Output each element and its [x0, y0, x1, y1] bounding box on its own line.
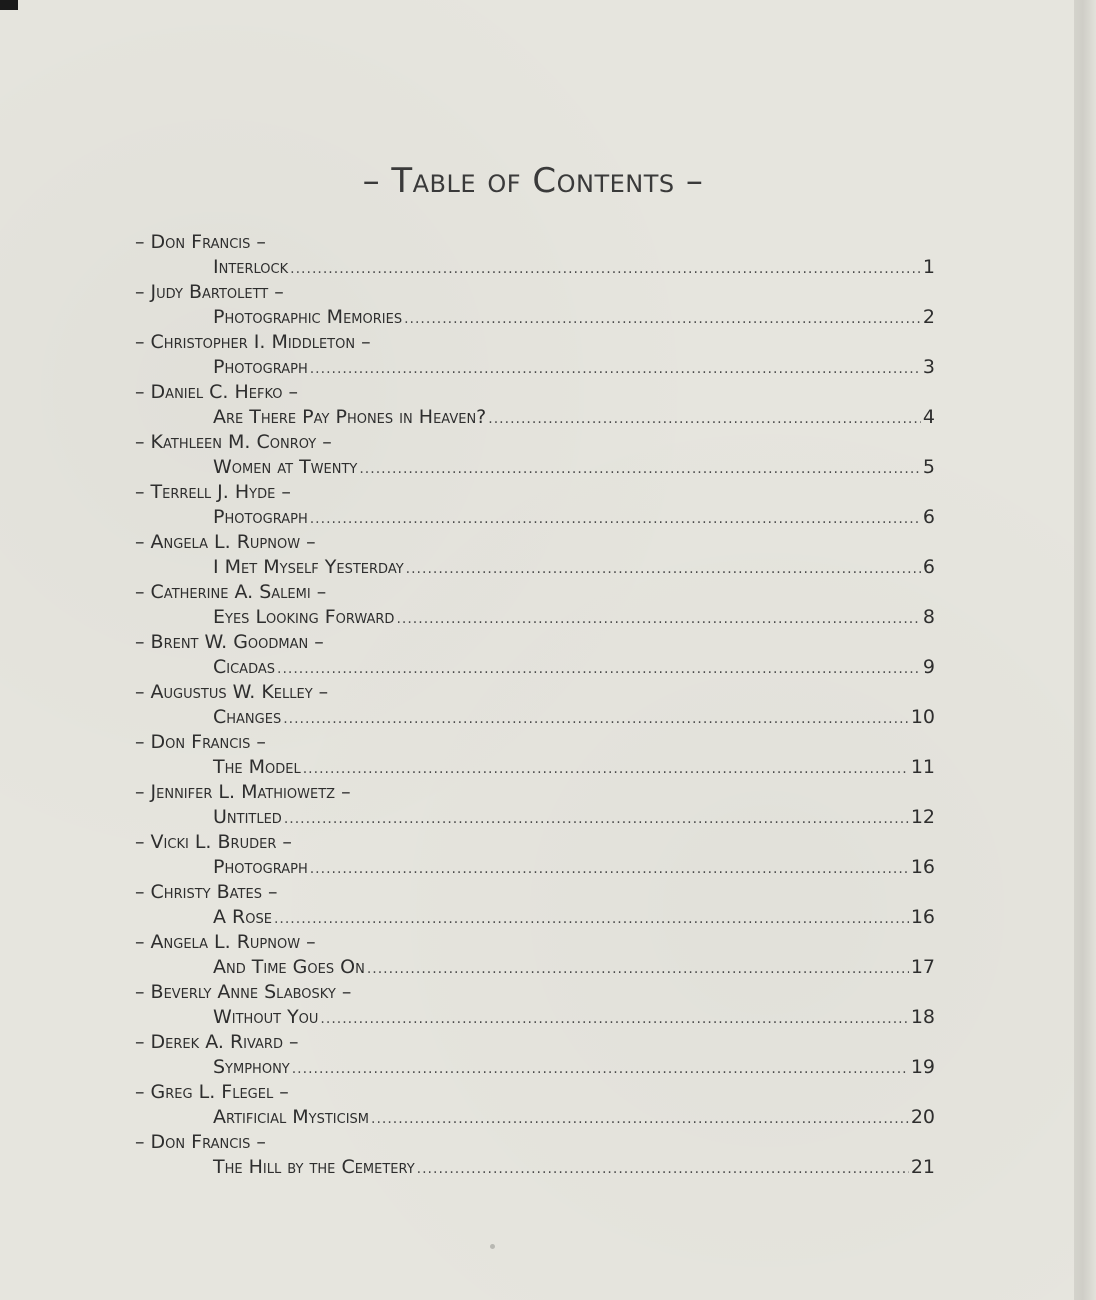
- toc-author: – Daniel C. Hefko –: [135, 381, 299, 403]
- toc-author: – Kathleen M. Conroy –: [135, 431, 332, 453]
- toc-work-title: The Model: [213, 756, 301, 778]
- toc-entry: [135, 730, 935, 780]
- toc-author: – Beverly Anne Slabosky –: [135, 981, 352, 1003]
- toc-work-line: [135, 855, 935, 880]
- toc-entry: [135, 1030, 935, 1080]
- dot-leader: [320, 1007, 908, 1032]
- toc-author: – Brent W. Goodman –: [135, 631, 324, 653]
- toc-page-number: 9: [922, 656, 935, 678]
- toc-entry: [135, 880, 935, 930]
- toc-entry: [135, 430, 935, 480]
- toc-work-line: [135, 655, 935, 680]
- toc-work-line: [135, 805, 935, 830]
- toc-work-line: [135, 755, 935, 780]
- toc-work-line: [135, 1005, 935, 1030]
- toc-work-title: Photographic Memories: [213, 306, 403, 328]
- toc-work-line: [135, 355, 935, 380]
- toc-work-line: [135, 505, 935, 530]
- table-of-contents: [135, 230, 935, 1180]
- dot-leader: [303, 757, 909, 782]
- toc-author: – Vicki L. Bruder –: [135, 831, 292, 853]
- toc-page-number: 6: [922, 506, 935, 528]
- toc-work-title: Cicadas: [213, 656, 275, 678]
- toc-author: – Catherine A. Salemi –: [135, 581, 327, 603]
- paper-speck: [490, 1244, 495, 1249]
- toc-page-number: 6: [922, 556, 935, 578]
- toc-page-number: 8: [922, 606, 935, 628]
- toc-page-number: 1: [922, 256, 935, 278]
- scan-corner-mark: [0, 0, 18, 10]
- toc-work-title: Without You: [213, 1006, 319, 1028]
- toc-page-number: 11: [910, 756, 935, 778]
- toc-page-number: 20: [910, 1106, 935, 1128]
- dot-leader: [371, 1107, 909, 1132]
- toc-entry: [135, 680, 935, 730]
- toc-work-title: Untitled: [213, 806, 282, 828]
- dot-leader: [359, 457, 921, 482]
- toc-work-line: [135, 455, 935, 480]
- dot-leader: [310, 857, 909, 882]
- toc-entry: [135, 1080, 935, 1130]
- toc-page-number: 4: [922, 406, 935, 428]
- toc-work-line: [135, 905, 935, 930]
- toc-entry: [135, 280, 935, 330]
- dot-leader: [292, 1057, 909, 1082]
- toc-entry: [135, 780, 935, 830]
- toc-page-number: 18: [910, 1006, 935, 1028]
- toc-work-line: [135, 605, 935, 630]
- toc-entry: [135, 830, 935, 880]
- toc-work-line: [135, 1055, 935, 1080]
- toc-entry: [135, 630, 935, 680]
- dot-leader: [404, 307, 921, 332]
- toc-author: – Terrell J. Hyde –: [135, 481, 291, 503]
- toc-work-title: Interlock: [213, 256, 289, 278]
- dot-leader: [310, 357, 921, 382]
- dot-leader: [367, 957, 909, 982]
- toc-page-number: 3: [922, 356, 935, 378]
- toc-page-number: 2: [922, 306, 935, 328]
- toc-work-title: Photograph: [213, 506, 308, 528]
- toc-author: – Angela L. Rupnow –: [135, 531, 316, 553]
- toc-work-line: [135, 1105, 935, 1130]
- page-edge-shadow: [1074, 0, 1096, 1300]
- dot-leader: [274, 907, 909, 932]
- dot-leader: [310, 507, 921, 532]
- toc-author: – Don Francis –: [135, 1131, 266, 1153]
- toc-work-line: [135, 1155, 935, 1180]
- toc-work-title: I Met Myself Yesterday: [213, 556, 404, 578]
- toc-work-line: [135, 555, 935, 580]
- toc-work-title: The Hill by the Cemetery: [213, 1156, 415, 1178]
- toc-author: – Christy Bates –: [135, 881, 278, 903]
- dot-leader: [277, 657, 921, 682]
- dot-leader: [488, 407, 921, 432]
- toc-entry: [135, 380, 935, 430]
- toc-author: – Angela L. Rupnow –: [135, 931, 316, 953]
- toc-author: – Judy Bartolett –: [135, 281, 284, 303]
- toc-work-title: A Rose: [213, 906, 272, 928]
- toc-author: – Christopher I. Middleton –: [135, 331, 371, 353]
- toc-author: – Jennifer L. Mathiowetz –: [135, 781, 351, 803]
- toc-entry: [135, 480, 935, 530]
- toc-page-number: 16: [910, 906, 935, 928]
- toc-page-number: 10: [910, 706, 935, 728]
- toc-entry: [135, 530, 935, 580]
- toc-page-number: 5: [922, 456, 935, 478]
- toc-entry: [135, 330, 935, 380]
- toc-page-number: 21: [910, 1156, 935, 1178]
- toc-work-line: [135, 955, 935, 980]
- toc-work-title: Photograph: [213, 356, 308, 378]
- toc-work-title: Eyes Looking Forward: [213, 606, 395, 628]
- toc-work-title: Are There Pay Phones in Heaven?: [213, 406, 487, 428]
- dot-leader: [290, 257, 921, 282]
- toc-work-title: Artificial Mysticism: [213, 1106, 369, 1128]
- toc-work-line: [135, 405, 935, 430]
- dot-leader: [284, 807, 909, 832]
- toc-entry: [135, 930, 935, 980]
- toc-entry: [135, 580, 935, 630]
- toc-entry: [135, 230, 935, 280]
- toc-author: – Greg L. Flegel –: [135, 1081, 289, 1103]
- toc-work-line: [135, 255, 935, 280]
- toc-work-title: Changes: [213, 706, 282, 728]
- toc-author: – Don Francis –: [135, 231, 266, 253]
- toc-work-title: Women at Twenty: [213, 456, 358, 478]
- dot-leader: [406, 557, 921, 582]
- dot-leader: [417, 1157, 909, 1182]
- toc-entry: [135, 1130, 935, 1180]
- toc-page-number: 16: [910, 856, 935, 878]
- toc-work-line: [135, 705, 935, 730]
- toc-work-line: [135, 305, 935, 330]
- page-title: – Table of Contents –: [362, 160, 704, 201]
- toc-work-title: And Time Goes On: [213, 956, 365, 978]
- toc-author: – Augustus W. Kelley –: [135, 681, 329, 703]
- toc-work-title: Photograph: [213, 856, 308, 878]
- toc-work-title: Symphony: [213, 1056, 290, 1078]
- dot-leader: [283, 707, 909, 732]
- toc-page-number: 17: [910, 956, 935, 978]
- toc-entry: [135, 980, 935, 1030]
- toc-page-number: 19: [910, 1056, 935, 1078]
- dot-leader: [396, 607, 920, 632]
- toc-author: – Don Francis –: [135, 731, 266, 753]
- toc-author: – Derek A. Rivard –: [135, 1031, 299, 1053]
- toc-page-number: 12: [910, 806, 935, 828]
